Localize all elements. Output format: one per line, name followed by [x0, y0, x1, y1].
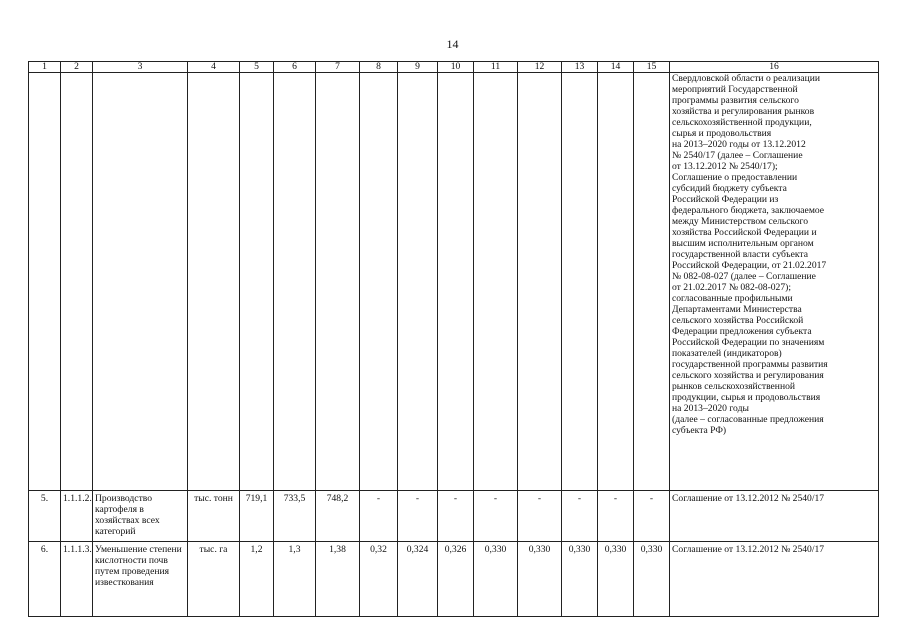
column-number-row: [29, 62, 879, 73]
value-cell: 0,330: [562, 542, 598, 617]
value-cell: -: [634, 491, 670, 542]
value-cell: 0,330: [598, 542, 634, 617]
value-cell: -: [438, 491, 474, 542]
value-cell: 719,1: [240, 491, 274, 542]
column-number: 4: [188, 62, 240, 73]
column-number: 8: [360, 62, 398, 73]
value-cell: -: [562, 491, 598, 542]
value-cell: 733,5: [274, 491, 316, 542]
column-number: 14: [598, 62, 634, 73]
indicators-table: [28, 61, 879, 617]
column-number: 16: [670, 62, 879, 73]
page-number: 14: [446, 37, 459, 51]
unit: тыс. тонн: [188, 491, 240, 542]
value-cell: 1,3: [274, 542, 316, 617]
column-number: 11: [474, 62, 518, 73]
value-cell: 0,326: [438, 542, 474, 617]
indicator-code: 1.1.1.3.: [61, 542, 93, 617]
value-cell: -: [474, 491, 518, 542]
column-number: 13: [562, 62, 598, 73]
source-document: Соглашение от 13.12.2012 № 2540/17: [670, 542, 879, 617]
value-cell: -: [598, 491, 634, 542]
value-cell: 748,2: [316, 491, 360, 542]
row-number: 6.: [29, 542, 61, 617]
indicator-name: Производство картофеля в хозяйствах всех категорий: [93, 491, 188, 542]
table-row: [29, 491, 879, 542]
column-number: 7: [316, 62, 360, 73]
value-cell: -: [518, 491, 562, 542]
source-document: Соглашение от 13.12.2012 № 2540/17: [670, 491, 879, 542]
value-cell: 0,330: [474, 542, 518, 617]
column-number: 6: [274, 62, 316, 73]
value-cell: 0,330: [634, 542, 670, 617]
column-number: 2: [61, 62, 93, 73]
unit: тыс. га: [188, 542, 240, 617]
column-number: 12: [518, 62, 562, 73]
column-number: 10: [438, 62, 474, 73]
indicator-code: 1.1.1.2.: [61, 491, 93, 542]
column-number: 5: [240, 62, 274, 73]
value-cell: -: [360, 491, 398, 542]
table-row: [29, 542, 879, 617]
value-cell: -: [398, 491, 438, 542]
column-number: 15: [634, 62, 670, 73]
row-number: 5.: [29, 491, 61, 542]
indicator-name: Уменьшение степени кислотности почв путем проведения известкования: [93, 542, 188, 617]
column-number: 1: [29, 62, 61, 73]
value-cell: 0,330: [518, 542, 562, 617]
column-number: 9: [398, 62, 438, 73]
value-cell: 0,32: [360, 542, 398, 617]
continuation-row: [29, 73, 879, 491]
value-cell: 1,2: [240, 542, 274, 617]
value-cell: 0,324: [398, 542, 438, 617]
source-documents-text: Свердловской области о реализации мероприятий Государственной программы развития сельского хозяйства и регулирования рынков сельскохозяйственной продукции, сырья и продовольствия на 2013–2020 годы от 13.12.2012 № 2540/17 (далее – Соглашение от 13.12.2012 № 2540/17); Соглашение о предоставлении субсидий бюджету субъекта Российской Федерации из федерального бюджета, заключаемое между Министерством сельского хозяйства Российской Федерации и высшим исполнительным органом государственной власти субъекта Российской Федерации, от 21.02.2017 № 082-08-027 (далее – Соглашение от 21.02.2017 № 082-08-027); согласованные профильными Департаментами Министерства сельского хозяйства Российской Федерации предложения субъекта Российской Федерации по значениям показателей (индикаторов) государственной программы развития сельского хозяйства и регулирования рынков сельскохозяйственной продукции, сырья и продовольствия на 2013–2020 годы (далее – согласованные предложения субъекта РФ): [670, 73, 879, 491]
column-number: 3: [93, 62, 188, 73]
value-cell: 1,38: [316, 542, 360, 617]
